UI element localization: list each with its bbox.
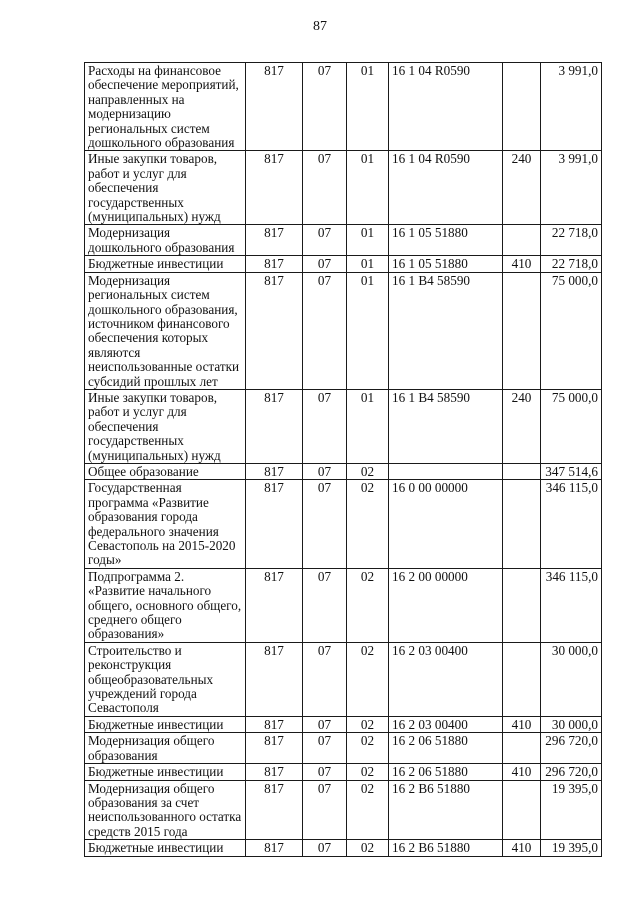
expense-type-cell xyxy=(503,480,541,568)
subsection-cell: 02 xyxy=(347,764,389,780)
row-name-cell: Строительство и реконструкция общеобразовательных учреждений города Севастополя xyxy=(85,642,246,716)
amount-cell: 75 000,0 xyxy=(541,272,602,389)
table-row xyxy=(85,480,602,568)
section-cell: 07 xyxy=(303,389,347,463)
subsection-cell: 01 xyxy=(347,63,389,151)
section-cell: 07 xyxy=(303,256,347,272)
table-row xyxy=(85,840,602,856)
amount-cell: 346 115,0 xyxy=(541,480,602,568)
subsection-cell: 01 xyxy=(347,256,389,272)
section-cell: 07 xyxy=(303,780,347,840)
table-row xyxy=(85,568,602,642)
amount-cell: 19 395,0 xyxy=(541,780,602,840)
subsection-cell: 02 xyxy=(347,780,389,840)
row-name-cell: Бюджетные инвестиции xyxy=(85,716,246,732)
expense-type-cell xyxy=(503,272,541,389)
ved-cell: 817 xyxy=(246,463,303,479)
amount-cell: 22 718,0 xyxy=(541,256,602,272)
ved-cell: 817 xyxy=(246,63,303,151)
target-article-cell: 16 1 04 R0590 xyxy=(389,63,503,151)
subsection-cell: 01 xyxy=(347,272,389,389)
table-row xyxy=(85,716,602,732)
row-name-cell: Модернизация дошкольного образования xyxy=(85,225,246,256)
target-article-cell: 16 1 04 R0590 xyxy=(389,151,503,225)
page-number: 87 xyxy=(313,19,327,34)
section-cell: 07 xyxy=(303,716,347,732)
row-name-cell: Подпрограмма 2. «Развитие начального общего, основного общего, среднего общего образования» xyxy=(85,568,246,642)
ved-cell: 817 xyxy=(246,733,303,764)
expense-type-cell: 410 xyxy=(503,840,541,856)
subsection-cell: 01 xyxy=(347,151,389,225)
subsection-cell: 02 xyxy=(347,480,389,568)
ved-cell: 817 xyxy=(246,568,303,642)
amount-cell: 3 991,0 xyxy=(541,151,602,225)
row-name-cell: Общее образование xyxy=(85,463,246,479)
target-article-cell: 16 2 03 00400 xyxy=(389,642,503,716)
row-name-cell: Бюджетные инвестиции xyxy=(85,840,246,856)
expense-type-cell xyxy=(503,780,541,840)
amount-cell: 347 514,6 xyxy=(541,463,602,479)
target-article-cell: 16 2 В6 51880 xyxy=(389,840,503,856)
section-cell: 07 xyxy=(303,272,347,389)
amount-cell: 346 115,0 xyxy=(541,568,602,642)
ved-cell: 817 xyxy=(246,272,303,389)
expense-type-cell xyxy=(503,225,541,256)
subsection-cell: 01 xyxy=(347,389,389,463)
subsection-cell: 02 xyxy=(347,642,389,716)
ved-cell: 817 xyxy=(246,642,303,716)
ved-cell: 817 xyxy=(246,840,303,856)
section-cell: 07 xyxy=(303,840,347,856)
subsection-cell: 02 xyxy=(347,840,389,856)
amount-cell: 19 395,0 xyxy=(541,840,602,856)
ved-cell: 817 xyxy=(246,780,303,840)
target-article-cell: 16 0 00 00000 xyxy=(389,480,503,568)
expense-type-cell xyxy=(503,63,541,151)
subsection-cell: 01 xyxy=(347,225,389,256)
amount-cell: 296 720,0 xyxy=(541,733,602,764)
row-name-cell: Государственная программа «Развитие образования города федерального значения Севастополь на 2015-2020 годы» xyxy=(85,480,246,568)
expense-type-cell: 240 xyxy=(503,389,541,463)
section-cell: 07 xyxy=(303,63,347,151)
ved-cell: 817 xyxy=(246,389,303,463)
ved-cell: 817 xyxy=(246,480,303,568)
table-row xyxy=(85,389,602,463)
target-article-cell: 16 1 В4 58590 xyxy=(389,272,503,389)
table-row xyxy=(85,63,602,151)
table-row xyxy=(85,780,602,840)
row-name-cell: Бюджетные инвестиции xyxy=(85,764,246,780)
table-row xyxy=(85,151,602,225)
amount-cell: 75 000,0 xyxy=(541,389,602,463)
amount-cell: 22 718,0 xyxy=(541,225,602,256)
expense-type-cell xyxy=(503,568,541,642)
ved-cell: 817 xyxy=(246,225,303,256)
ved-cell: 817 xyxy=(246,151,303,225)
row-name-cell: Иные закупки товаров, работ и услуг для обеспечения государственных (муниципальных) нужд xyxy=(85,389,246,463)
ved-cell: 817 xyxy=(246,764,303,780)
expense-type-cell xyxy=(503,463,541,479)
amount-cell: 296 720,0 xyxy=(541,764,602,780)
row-name-cell: Модернизация общего образования xyxy=(85,733,246,764)
target-article-cell xyxy=(389,463,503,479)
expense-type-cell: 410 xyxy=(503,764,541,780)
section-cell: 07 xyxy=(303,568,347,642)
section-cell: 07 xyxy=(303,642,347,716)
target-article-cell: 16 1 05 51880 xyxy=(389,256,503,272)
row-name-cell: Модернизация общего образования за счет неиспользованного остатка средств 2015 года xyxy=(85,780,246,840)
target-article-cell: 16 2 В6 51880 xyxy=(389,780,503,840)
table-row xyxy=(85,733,602,764)
subsection-cell: 02 xyxy=(347,716,389,732)
expense-type-cell: 240 xyxy=(503,151,541,225)
table-row xyxy=(85,272,602,389)
amount-cell: 30 000,0 xyxy=(541,716,602,732)
subsection-cell: 02 xyxy=(347,463,389,479)
table-row xyxy=(85,256,602,272)
table-row xyxy=(85,642,602,716)
section-cell: 07 xyxy=(303,225,347,256)
subsection-cell: 02 xyxy=(347,733,389,764)
row-name-cell: Иные закупки товаров, работ и услуг для обеспечения государственных (муниципальных) нужд xyxy=(85,151,246,225)
ved-cell: 817 xyxy=(246,716,303,732)
table-row xyxy=(85,463,602,479)
expense-type-cell xyxy=(503,733,541,764)
target-article-cell: 16 2 06 51880 xyxy=(389,764,503,780)
subsection-cell: 02 xyxy=(347,568,389,642)
expense-type-cell xyxy=(503,642,541,716)
budget-table xyxy=(84,62,602,857)
table-row xyxy=(85,225,602,256)
amount-cell: 3 991,0 xyxy=(541,63,602,151)
target-article-cell: 16 2 00 00000 xyxy=(389,568,503,642)
table-row xyxy=(85,764,602,780)
section-cell: 07 xyxy=(303,151,347,225)
section-cell: 07 xyxy=(303,480,347,568)
target-article-cell: 16 1 В4 58590 xyxy=(389,389,503,463)
row-name-cell: Модернизация региональных систем дошкольного образования, источником финансового обеспечения которых являются неиспользованные остатки субсидий прошлых лет xyxy=(85,272,246,389)
amount-cell: 30 000,0 xyxy=(541,642,602,716)
target-article-cell: 16 1 05 51880 xyxy=(389,225,503,256)
budget-table-body xyxy=(85,63,602,857)
row-name-cell: Бюджетные инвестиции xyxy=(85,256,246,272)
section-cell: 07 xyxy=(303,764,347,780)
row-name-cell: Расходы на финансовое обеспечение мероприятий, направленных на модернизацию региональных систем дошкольного образования xyxy=(85,63,246,151)
section-cell: 07 xyxy=(303,463,347,479)
ved-cell: 817 xyxy=(246,256,303,272)
section-cell: 07 xyxy=(303,733,347,764)
expense-type-cell: 410 xyxy=(503,256,541,272)
target-article-cell: 16 2 06 51880 xyxy=(389,733,503,764)
expense-type-cell: 410 xyxy=(503,716,541,732)
target-article-cell: 16 2 03 00400 xyxy=(389,716,503,732)
